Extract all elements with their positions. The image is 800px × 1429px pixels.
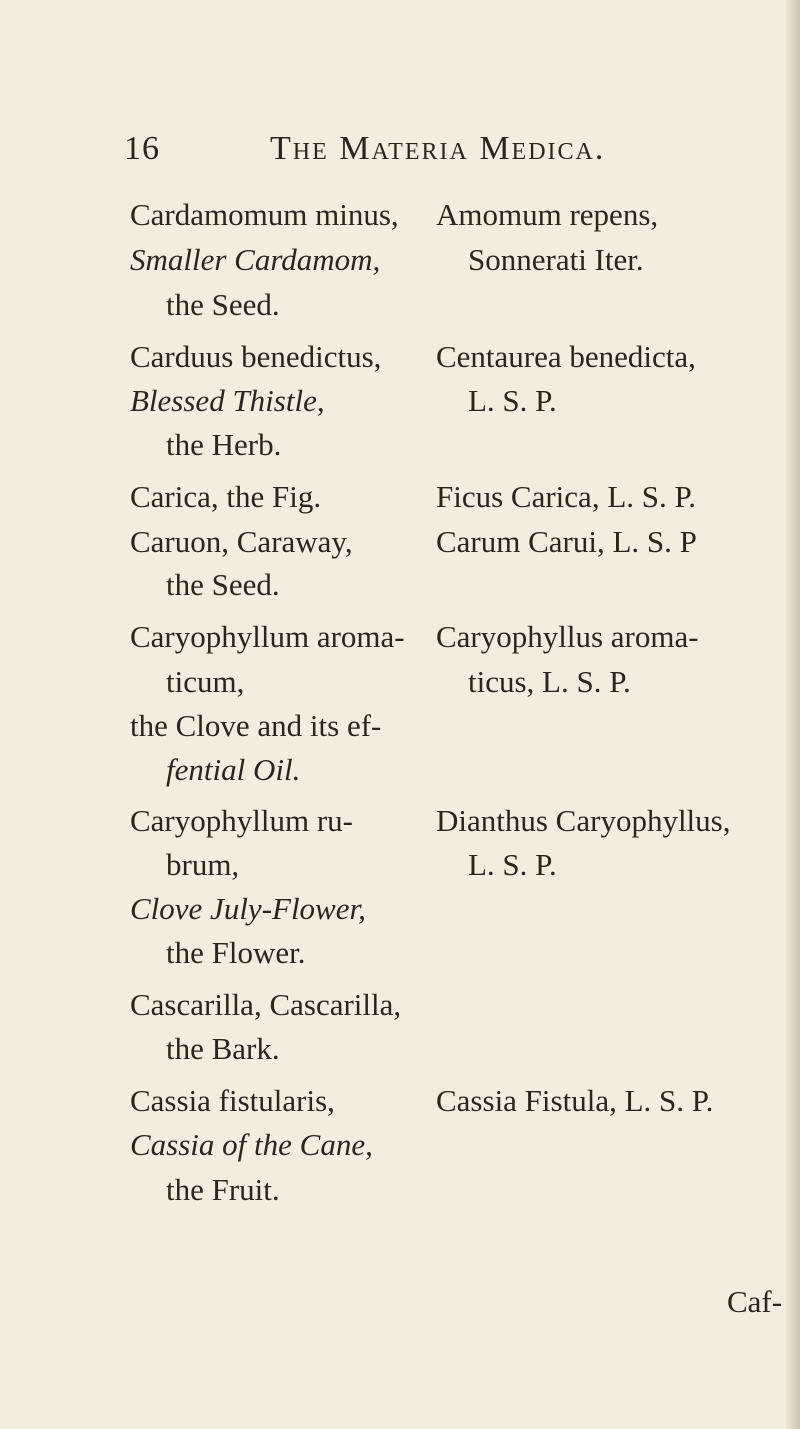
entry-left-line: the Clove and its ef- bbox=[130, 708, 382, 743]
running-header bbox=[124, 130, 684, 178]
entry-left-line: Clove July-Flower, bbox=[130, 891, 366, 926]
entry-left-line: Cassia of the Cane, bbox=[130, 1127, 373, 1162]
entry-left-line: Blessed Thistle, bbox=[130, 383, 325, 418]
entry-left-line: ticum, bbox=[166, 664, 245, 699]
running-title: The Materia Medica. bbox=[270, 130, 606, 167]
entry-left-line: the Seed. bbox=[166, 287, 280, 322]
entry-right-line: Caryophyllus aroma- bbox=[436, 619, 699, 654]
entry-left-line: Caruon, Caraway, bbox=[130, 524, 353, 559]
entry-left-line: Cardamomum minus, bbox=[130, 197, 399, 232]
catchword: Caf- bbox=[727, 1284, 783, 1319]
entry-left-line: brum, bbox=[166, 847, 240, 882]
entry-left-line: Carica, the Fig. bbox=[130, 479, 322, 514]
entry-right-line: Cassia Fistula, L. S. P. bbox=[436, 1083, 714, 1118]
page-edge bbox=[786, 0, 800, 1429]
entry-right-line: Dianthus Caryophyllus, bbox=[436, 803, 731, 838]
entry-right-line: L. S. P. bbox=[468, 847, 557, 882]
entry-left-line: the Herb. bbox=[166, 427, 282, 462]
entry-right-line: Carum Carui, L. S. P bbox=[436, 524, 697, 559]
entry-left-line: the Seed. bbox=[166, 567, 280, 602]
entry-left-line: Carduus benedictus, bbox=[130, 339, 382, 374]
entry-left-line: Caryophyllum aroma- bbox=[130, 619, 405, 654]
entry-left-line: Cascarilla, Cascarilla, bbox=[130, 987, 402, 1022]
entry-right-line: Sonnerati Iter. bbox=[468, 242, 644, 277]
entry-right-line: Centaurea benedicta, bbox=[436, 339, 696, 374]
entry-right-line: Amomum repens, bbox=[436, 197, 659, 232]
entry-left-line: Cassia fistularis, bbox=[130, 1083, 335, 1118]
entry-left-line: the Flower. bbox=[166, 935, 306, 970]
entry-left-line: the Bark. bbox=[166, 1031, 280, 1066]
entry-right-line: Ficus Carica, L. S. P. bbox=[436, 479, 697, 514]
entry-left-line: Smaller Cardamom, bbox=[130, 242, 381, 277]
entry-left-line: fential Oil. bbox=[166, 752, 301, 787]
entry-right-line: L. S. P. bbox=[468, 383, 557, 418]
entry-left-line: Caryophyllum ru- bbox=[130, 803, 353, 838]
entry-left-line: the Fruit. bbox=[166, 1172, 280, 1207]
entry-right-line: ticus, L. S. P. bbox=[468, 664, 631, 699]
page-number: 16 bbox=[124, 130, 160, 167]
